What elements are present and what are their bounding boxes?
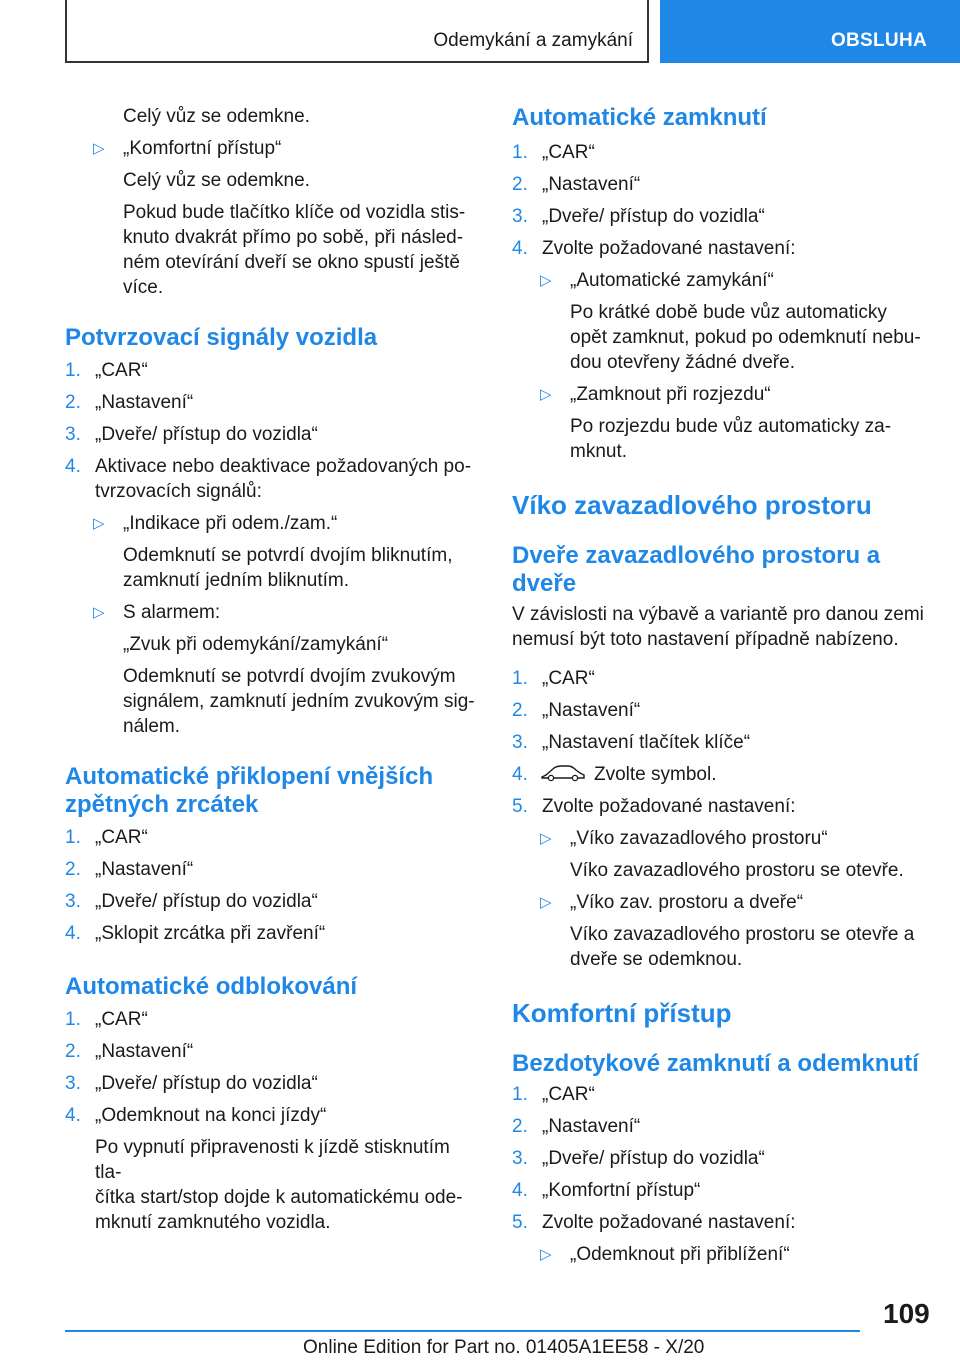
list-item: 3. „Nastavení tlačítek klíče“ <box>512 732 751 753</box>
section-heading: Potvrzovací signály vozidla <box>65 324 378 351</box>
section-heading: Automatické zamknutí <box>512 104 767 131</box>
list-item: 3. „Dveře/ přístup do vozidla“ <box>512 206 765 227</box>
header-section-box <box>65 0 649 63</box>
section-heading: Bezdotykové zamknutí a odemknutí <box>512 1050 919 1077</box>
bullet-description: Odemknutí se potvrdí dvojím zvukovým signálem, zamknutí jedním zvukovým sig- nálem. <box>123 666 475 737</box>
bullet-description: Víko zavazadlového prostoru se otevře. <box>570 860 904 881</box>
triangle-right-icon: ▷ <box>540 830 552 847</box>
list-item: 1. „CAR“ <box>512 668 595 689</box>
triangle-right-icon: ▷ <box>540 386 552 403</box>
bullet-item: ▷ S alarmem: <box>93 602 221 623</box>
bullet-item: ▷ „Komfortní přístup“ <box>93 138 282 159</box>
triangle-right-icon: ▷ <box>540 272 552 289</box>
list-item: 1. „CAR“ <box>512 1084 595 1105</box>
intro-line: Celý vůz se odemkne. <box>123 106 310 127</box>
bullet-description: Víko zavazadlového prostoru se otevře a dveře se odemknou. <box>570 924 915 970</box>
bullet-description: Po rozjezdu bude vůz automaticky za- mknut. <box>570 416 892 462</box>
list-item: 5. Zvolte požadované nastavení: <box>512 796 796 817</box>
list-item: 4. Aktivace nebo deaktivace požadovaných po- tvrzovacích signálů: <box>65 456 472 502</box>
triangle-right-icon: ▷ <box>93 515 105 532</box>
chapter-heading: Víko zavazadlového prostoru <box>512 490 872 520</box>
bullet-description: Odemknutí se potvrdí dvojím bliknutím, zamknutí jedním bliknutím. <box>123 545 453 591</box>
bullet-description: „Zvuk při odemykání/zamykání“ <box>123 634 389 655</box>
section-heading: Automatické přiklopení vnějších zpětných zrcátek <box>65 763 434 818</box>
bullet-description: Pokud bude tlačítko klíče od vozidla stis- knuto dvakrát přímo po sobě, při násled- ném otevírání dveří se okno spustí ještě více. <box>123 202 466 298</box>
list-item: 1. „CAR“ <box>512 142 595 163</box>
list-item: 2. „Nastavení“ <box>65 392 194 413</box>
bullet-item: ▷ „Víko zav. prostoru a dveře“ <box>540 892 804 913</box>
right-column <box>512 100 932 1274</box>
header-section-title: Odemykání a zamykání <box>433 30 633 51</box>
footer-divider <box>65 1330 860 1332</box>
list-item: 1. „CAR“ <box>65 1009 148 1030</box>
bullet-item: ▷ „Zamknout při rozjezdu“ <box>540 384 771 405</box>
triangle-right-icon: ▷ <box>540 1246 552 1263</box>
list-item: 2. „Nastavení“ <box>512 174 641 195</box>
list-item: 2. „Nastavení“ <box>512 700 641 721</box>
list-item: 4. „Komfortní přístup“ <box>512 1180 701 1201</box>
list-item: 4. „Sklopit zrcátka při zavření“ <box>65 923 326 944</box>
list-item: 3. „Dveře/ přístup do vozidla“ <box>65 891 318 912</box>
bullet-item: ▷ „Odemknout při přiblížení“ <box>540 1244 790 1265</box>
triangle-right-icon: ▷ <box>540 894 552 911</box>
bullet-description: Po krátké době bude vůz automaticky opět zamknut, pokud po odemknutí nebu- dou otevřeny žádné dveře. <box>570 302 921 373</box>
list-item: 2. „Nastavení“ <box>65 859 194 880</box>
list-item: 4. Zvolte symbol. <box>512 764 717 785</box>
item-description: Po vypnutí připravenosti k jízdě stisknutím tla- čítka start/stop dojde k automatickému ode- mknutí zamknutého vozidla. <box>95 1137 463 1233</box>
bullet-item: ▷ „Víko zavazadlového prostoru“ <box>540 828 828 849</box>
left-column <box>65 100 475 1235</box>
bullet-description: Celý vůz se odemkne. <box>123 170 310 191</box>
triangle-right-icon: ▷ <box>93 604 105 621</box>
list-item: 5. Zvolte požadované nastavení: <box>512 1212 796 1233</box>
page-number: 109 <box>883 1298 930 1329</box>
list-item: 4. „Odemknout na konci jízdy“ <box>65 1105 327 1126</box>
section-heading: Dveře zavazadlového prostoru a dveře <box>512 542 881 597</box>
triangle-right-icon: ▷ <box>93 140 105 157</box>
list-item: 3. „Dveře/ přístup do vozidla“ <box>65 1073 318 1094</box>
footer-edition-text: Online Edition for Part no. 01405A1EE58 - X/20 <box>303 1337 705 1358</box>
list-item: 2. „Nastavení“ <box>512 1116 641 1137</box>
list-item: 1. „CAR“ <box>65 360 148 381</box>
list-item: 2. „Nastavení“ <box>65 1041 194 1062</box>
list-item: 1. „CAR“ <box>65 827 148 848</box>
list-item: 3. „Dveře/ přístup do vozidla“ <box>65 424 318 445</box>
car-outline-icon <box>540 763 586 783</box>
list-item: 4. Zvolte požadované nastavení: <box>512 238 796 259</box>
list-item: 3. „Dveře/ přístup do vozidla“ <box>512 1148 765 1169</box>
chapter-heading: Komfortní přístup <box>512 998 732 1028</box>
bullet-item: ▷ „Indikace při odem./zam.“ <box>93 513 338 534</box>
section-heading: Automatické odblokování <box>65 973 358 1000</box>
section-intro: V závislosti na výbavě a variantě pro danou zemi nemusí být toto nastavení případně nabízeno. <box>512 604 924 650</box>
bullet-item: ▷ „Automatické zamykání“ <box>540 270 774 291</box>
header-chapter-title: OBSLUHA <box>830 30 927 51</box>
header-chapter-tab <box>660 0 960 63</box>
